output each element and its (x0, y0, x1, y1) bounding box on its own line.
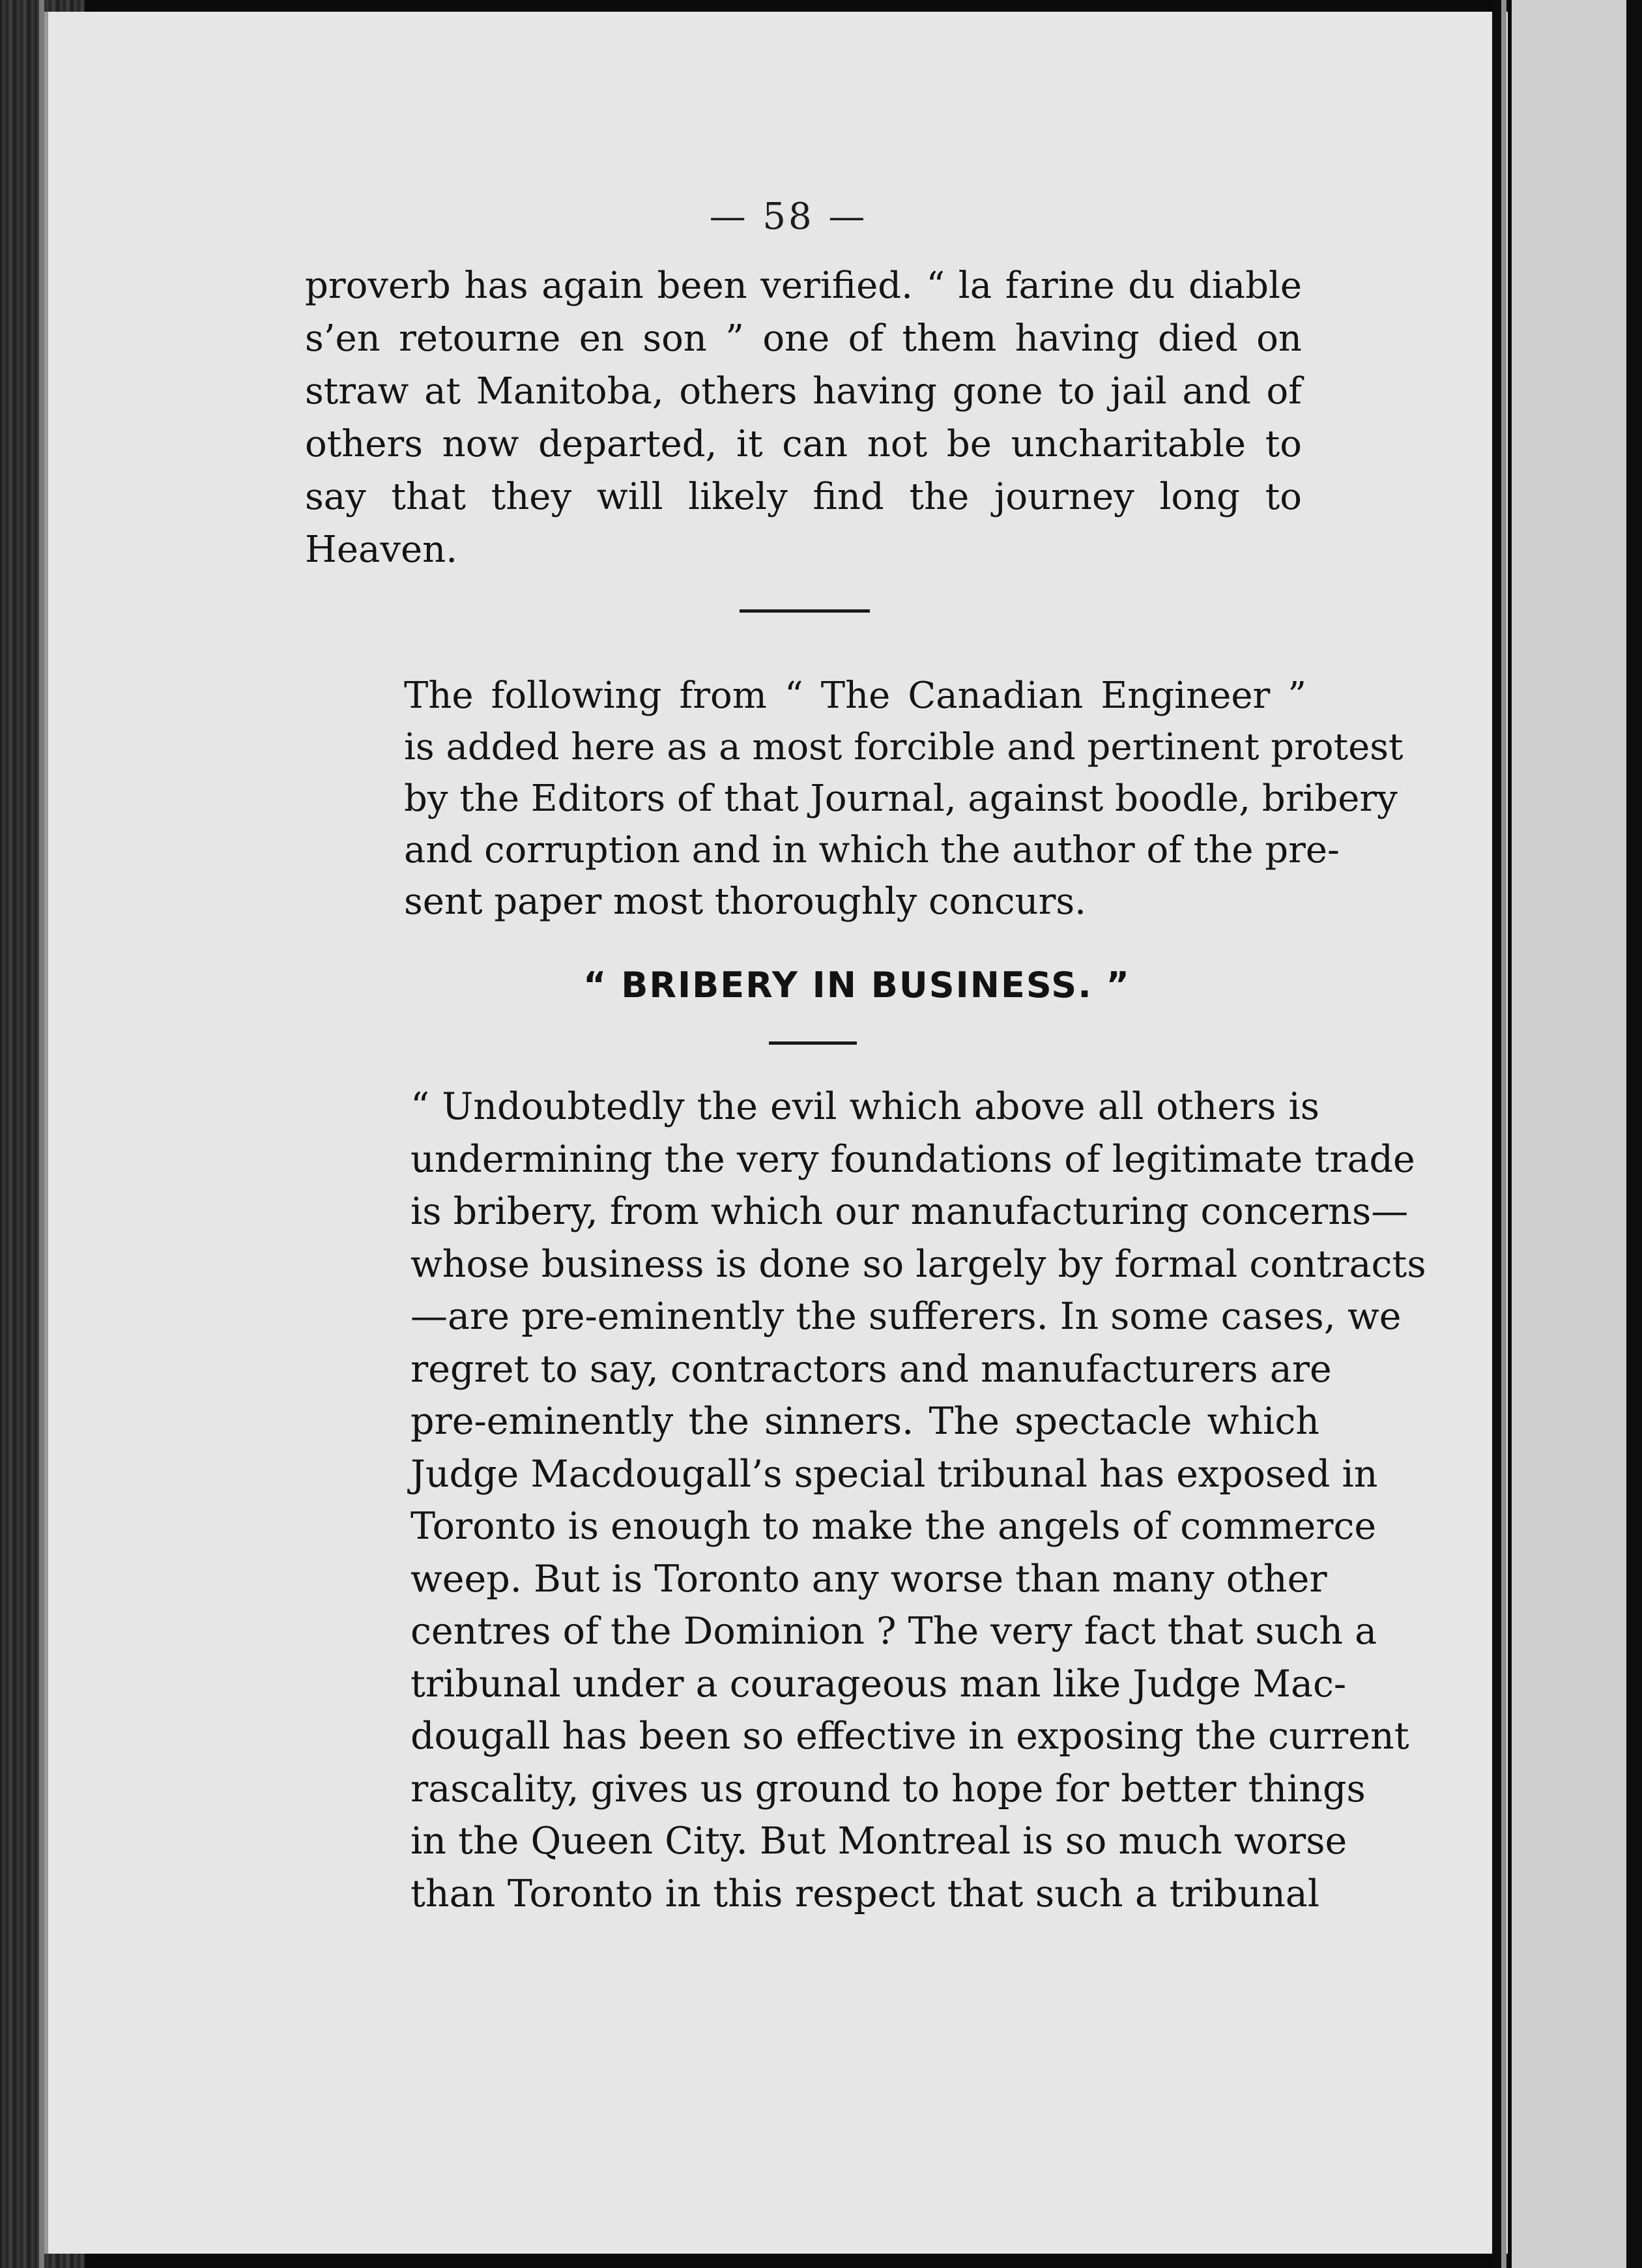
page-edge (39, 0, 44, 2268)
page-number: — 58 — (709, 196, 868, 238)
heading-divider (769, 1041, 857, 1045)
text-line: s’en retourne en son ” one of them having died on (305, 317, 1302, 360)
text-line: proverb has again been verified. “ la farine du diable (305, 265, 1302, 307)
text-line: than Toronto in this respect that such a tribunal (410, 1872, 1319, 1915)
text-line: undermining the very foundations of legitimate trade (410, 1137, 1415, 1181)
facing-page-edge (1512, 0, 1642, 2268)
facing-page-border (1626, 0, 1642, 2268)
section-divider (740, 609, 870, 613)
text-line: Judge Macdougall’s special tribunal has exposed in (410, 1452, 1378, 1496)
section-heading: “ BRIBERY IN BUSINESS. ” (583, 965, 1131, 1006)
text-line: say that they will likely find the journey long to (305, 476, 1302, 518)
text-line: by the Editors of that Journal, against boodle, bribery (404, 778, 1398, 820)
text-line: “ Undoubtedly the evil which above all others is (410, 1085, 1319, 1128)
text-line: pre-eminently the sinners. The spectacle which (410, 1400, 1319, 1443)
text-line: tribunal under a courageous man like Judge Mac- (410, 1662, 1347, 1706)
text-line: dougall has been so effective in exposing the current (410, 1715, 1409, 1758)
text-line: sent paper most thoroughly concurs. (404, 880, 1086, 923)
text-line: The following from “ The Canadian Engineer ” (404, 675, 1306, 717)
text-line: regret to say, contractors and manufacturers are (410, 1347, 1332, 1391)
text-line: centres of the Dominion ? The very fact that such a (410, 1610, 1377, 1653)
text-line: is bribery, from which our manufacturing concerns— (410, 1190, 1409, 1233)
text-line: weep. But is Toronto any worse than many other (410, 1557, 1327, 1601)
text-line: rascality, gives us ground to hope for better things (410, 1767, 1366, 1810)
text-line: whose business is done so largely by formal contracts (410, 1242, 1426, 1286)
paragraph-quotation (332, 1081, 1426, 1920)
text-line: and corruption and in which the author of the pre- (404, 829, 1340, 871)
text-line: straw at Manitoba, others having gone to jail and of (305, 370, 1302, 413)
text-line: others now departed, it can not be uncharitable to (305, 423, 1302, 465)
text-line: is added here as a most forcible and pertinent protest (404, 726, 1404, 768)
paragraph-introduction (316, 670, 1404, 927)
text-line: —are pre-eminently the sufferers. In some cases, we (410, 1295, 1402, 1338)
gutter (1492, 0, 1501, 2268)
text-line: in the Queen City. But Montreal is so much worse (410, 1820, 1347, 1863)
paragraph-continuation (305, 259, 1302, 576)
text-line: Heaven. (305, 529, 458, 571)
text-line: Toronto is enough to make the angels of commerce (410, 1505, 1377, 1548)
